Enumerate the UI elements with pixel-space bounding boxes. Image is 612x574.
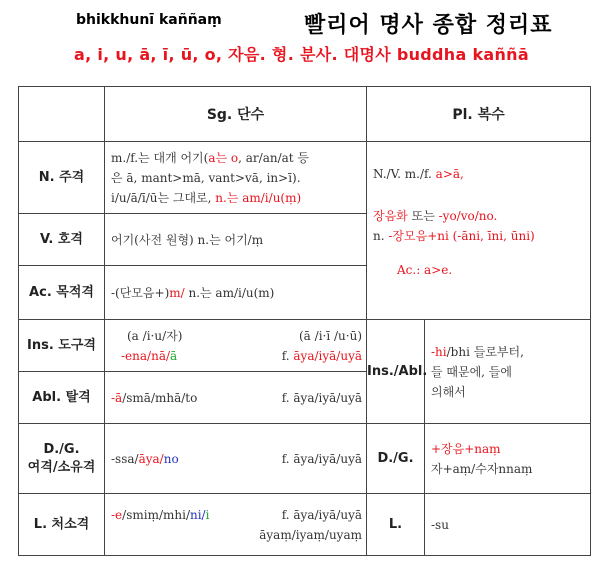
cell-nom-pl: N./V. m./f. a>ā, 장음화 또는 -yo/vo/no. n. -장모음+ni (-āni, īni, ūni) Ac.: a>e. — [367, 142, 591, 320]
label-loc: L. 처소격 — [19, 494, 105, 556]
label-dat: D./G. 여격/소유격 — [19, 424, 105, 494]
page-subtitle: a, i, u, ā, ī, ū, o, 자음. 형. 분사. 대명사 buddha kaññā — [74, 45, 529, 64]
header-left-text: bhikkhunī kaññaṃ — [76, 12, 222, 28]
cell-acc-sg: -(단모음+)m/ n.는 am/i/u(m) — [105, 266, 367, 320]
cell-abl-sg: -ā/smā/mhā/to f. āya/iyā/uyā — [105, 372, 367, 424]
cell-voc-sg: 어기(사전 원형) n.는 어기/ṃ — [105, 214, 367, 266]
cell-dat-pl: +장음+naṃ 자+aṃ/수자nnaṃ — [425, 424, 591, 494]
cell-loc-sg: -e/smiṃ/mhi/ni/i f. āya/iyā/uyā āyaṃ/iyaṃ/uyaṃ — [105, 494, 367, 556]
page-header — [0, 12, 612, 72]
empty-corner — [19, 87, 105, 142]
label-voc: V. 호격 — [19, 214, 105, 266]
label-ins: Ins. 도구격 — [19, 320, 105, 372]
label-abl: Abl. 탈격 — [19, 372, 105, 424]
label-loc-pl: L. — [367, 494, 425, 556]
page-title: 빨리어 명사 종합 정리표 — [304, 13, 553, 38]
pl-header: Pl. 복수 — [367, 87, 591, 142]
cell-dat-sg: -ssa/āya/no f. āya/iyā/uyā — [105, 424, 367, 494]
label-dat-pl: D./G. — [367, 424, 425, 494]
cell-nom-sg: m./f.는 대개 어기(a는 o, ar/an/at 등 은 ā, mant>mā, vant>vā, in>ī). i/u/ā/ī/ū는 그대로, n.는 am/i/u(ṃ) — [105, 142, 367, 214]
noun-table — [18, 86, 591, 556]
cell-ins-sg: (a /i·u/자) (ā /i·ī /u·ū) -ena/nā/ā f. āya/iyā/uyā — [105, 320, 367, 372]
label-nom: N. 주격 — [19, 142, 105, 214]
cell-loc-pl: -su — [425, 494, 591, 556]
label-insabl-pl: Ins./Abl. — [367, 320, 425, 424]
sg-header: Sg. 단수 — [105, 87, 367, 142]
label-acc: Ac. 목적격 — [19, 266, 105, 320]
cell-insabl-pl: -hi/bhi 들로부터, 들 때문에, 들에 의해서 — [425, 320, 591, 424]
